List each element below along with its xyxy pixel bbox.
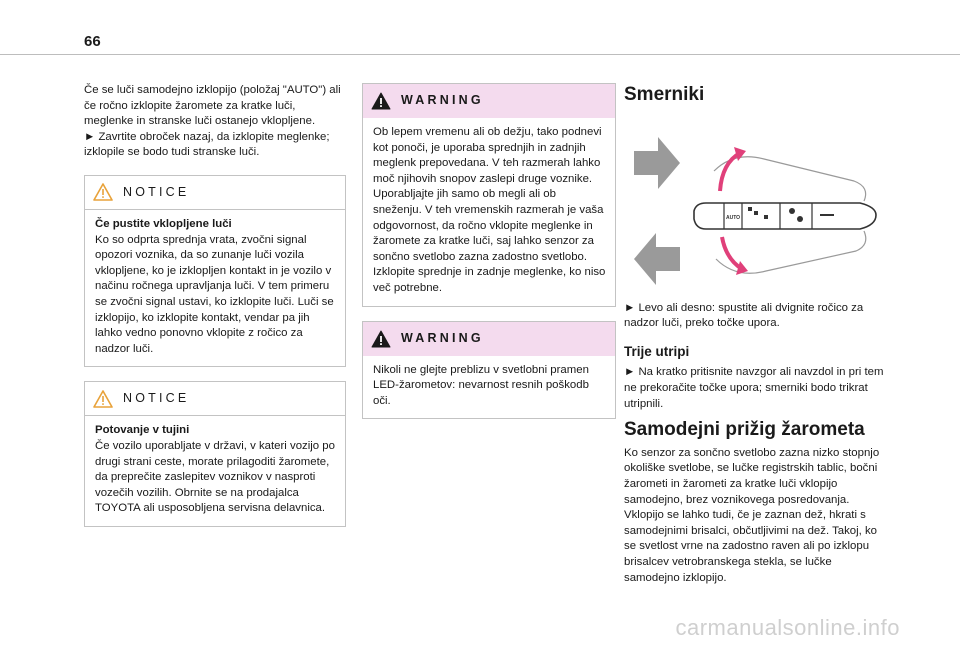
warning-title: WARNING (401, 93, 484, 108)
warning-box-led (362, 321, 616, 420)
indicator-instruction: ► Levo ali desno: spustite ali dvignite ročico za nadzor luči, preko točke upora. (624, 301, 864, 330)
lighting-stalk-figure (624, 111, 886, 291)
notice-heading: Če pustite vklopljene luči (95, 217, 232, 230)
column-left (84, 83, 346, 541)
notice-heading: Potovanje v tujini (95, 424, 190, 437)
watermark: carmanualsonline.info (675, 615, 900, 640)
column-middle (362, 83, 616, 433)
warning-triangle-icon (371, 330, 391, 348)
warning-body: Ob lepem vremenu ali ob dežju, tako podnevi kot ponoči, je uporaba sprednjih in zadnjih meglenk prepovedana. V teh razmerah lahko moč njihovih snopov zaslepi druge voznike. Uporabljajte jih samo ob megli ali ob sneženju. V teh vremenskih razmerah je vaša odgovornost, da ročno vklopite meglenke in žaromete za kratke luči, saj lahko senzor za sončno svetlobo zazna zadostno svetlobo. Izklopite sprednje in zadnje meglenke, ko niso več potrebne. (373, 126, 606, 294)
page-number: 66 (84, 33, 101, 50)
auto-headlamps-paragraph: Ko senzor za sončno svetlobo zazna nizko stopnjo okoliške svetlobe, se lučke registrskih tablic, bočni žarometi in žarometi za kratke luči vklopijo samodejno, brez voznikovega posredovanja. Vklopijo se lahko tudi, če je zaznan dež, hkrati s samodejnimi brisalci, občutljivimi na dež. Takoj, ko se svetlost vrne na zadostno raven ali po izklopu brisalcev vetrobranskega stekla, se lučke samodejno izklopijo. (624, 446, 880, 584)
warning-body: Nikoli ne glejte preblizu v svetlobni pramen LED-žarometov: nevarnost resnih poškodb oči. (373, 363, 589, 407)
notice-header (85, 176, 345, 210)
auto-label: AUTO (726, 214, 741, 221)
arrow-left-icon (634, 233, 680, 285)
warning-box-fog-lights (362, 83, 616, 307)
caution-triangle-icon (93, 183, 113, 201)
caution-triangle-icon (93, 390, 113, 408)
warning-header (363, 322, 615, 356)
intro-instruction: ► Zavrtite obroček nazaj, da izklopite meglenke; izklopile se bodo tudi stranske luči. (84, 130, 330, 159)
notice-body: Če vozilo uporabljate v državi, v kateri vozijo po drugi strani ceste, morate prilagoditi žaromete, da preprečite zaslepitev voznikov v nasproti vozečih vozilih. Obrnite se na prodajalca TOYOTA ali usposobljena servisna delavnica. (95, 439, 335, 515)
section-heading-three-flashes: Trije utripi (624, 343, 690, 359)
column-right (624, 83, 886, 586)
header-rule (0, 54, 960, 55)
three-flashes-instruction: ► Na kratko pritisnite navzgor ali navzdol in pri tem ne prekoračite točke upora; smerniki bodo trikrat utripnili. (624, 366, 884, 410)
notice-title: NOTICE (123, 184, 190, 199)
notice-body: Ko so odprta sprednja vrata, zvočni signal opozori voznika, da so zunanje luči vozila vklopljene, ko je izklopljen kontakt in je vozilo v načinu ročnega upravljanja luči. V tem primeru se zvočni signal ustavi, ko izklopite luči. Luči se izklopijo, ko izklopite kontakt, vendar pa jih lahko vedno ponovno vklopite z ročico za nadzor luči. (95, 233, 334, 355)
section-heading-auto-headlamps: Samodejni prižig žarometa (624, 419, 865, 441)
notice-title: NOTICE (123, 391, 190, 406)
warning-triangle-icon (371, 92, 391, 110)
notice-box-lights-on (84, 175, 346, 367)
intro-paragraph: Če se luči samodejno izklopijo (položaj "AUTO") ali če ročno izklopite žaromete za kratke luči, meglenke in stranske luči ostanejo vklopljene. (84, 84, 341, 128)
curved-arrow-down-icon (722, 237, 748, 275)
warning-header (363, 84, 615, 118)
arrow-right-icon (634, 137, 680, 189)
lighting-stalk-illustration (624, 111, 886, 291)
warning-title: WARNING (401, 330, 484, 345)
notice-box-travel-abroad (84, 381, 346, 527)
notice-header (85, 382, 345, 416)
section-heading-indicators: Smerniki (624, 84, 705, 105)
curved-arrow-up-icon (720, 147, 746, 191)
